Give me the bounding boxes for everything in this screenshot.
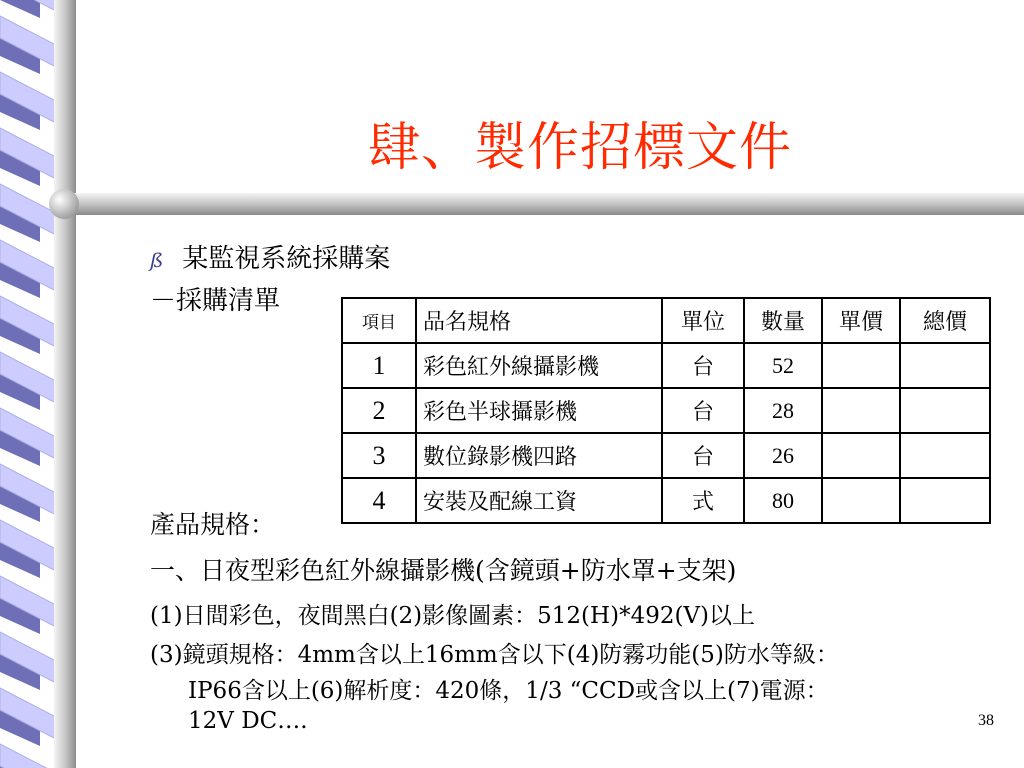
spec-line-4: IP66含以上(6)解析度：420條，1/3 “CCD或含以上(7)電源： (188, 678, 829, 704)
cell-quantity: 28 (744, 388, 822, 433)
table-row (342, 388, 990, 433)
bullet-text: 某監視系統採購案 (182, 244, 391, 274)
header-total-price: 總價 (900, 298, 990, 343)
spec-line-2: (1)日間彩色，夜間黑白(2)影像圖素：512(H)*492(V)以上 (150, 603, 756, 629)
cell-quantity: 52 (744, 343, 822, 388)
bullet-item (150, 238, 390, 275)
cell-unit-price (822, 388, 900, 433)
cell-quantity: 80 (744, 478, 822, 523)
cell-item: 1 (342, 343, 416, 388)
cell-unit: 台 (662, 343, 744, 388)
spec-line-1: 一、日夜型彩色紅外線攝影機(含鏡頭+防水罩+支架) (150, 556, 737, 585)
cell-name: 安裝及配線工資 (416, 478, 662, 523)
cell-total-price (900, 343, 990, 388)
procurement-table (341, 297, 991, 524)
cell-item: 3 (342, 433, 416, 478)
header-unit: 單位 (662, 298, 744, 343)
cell-total-price (900, 433, 990, 478)
bullet-icon: ß (150, 248, 164, 272)
header-quantity: 數量 (744, 298, 822, 343)
table-header-row (342, 298, 990, 343)
header-unit-price: 單價 (822, 298, 900, 343)
spec-line-3: (3)鏡頭規格：4mm含以上16mm含以下(4)防霧功能(5)防水等級： (150, 642, 839, 668)
spec-line-5: 12V DC…. (188, 708, 308, 734)
page-number: 38 (978, 712, 994, 729)
cell-unit: 式 (662, 478, 744, 523)
cell-name: 數位錄影機四路 (416, 433, 662, 478)
slide-title: 肆、製作招標文件 (367, 118, 792, 178)
cell-item: 2 (342, 388, 416, 433)
header-name: 品名規格 (416, 298, 662, 343)
cell-total-price (900, 478, 990, 523)
table-row (342, 478, 990, 523)
cell-unit-price (822, 478, 900, 523)
ribbon-fold-shadow (0, 0, 40, 18)
cell-name: 彩色紅外線攝影機 (416, 343, 662, 388)
table-row (342, 433, 990, 478)
cell-unit-price (822, 433, 900, 478)
header-item: 項目 (342, 298, 416, 343)
horizontal-rod (60, 193, 1024, 215)
cell-name: 彩色半球攝影機 (416, 388, 662, 433)
spec-heading: 產品規格： (150, 510, 276, 539)
cell-unit: 台 (662, 433, 744, 478)
cell-total-price (900, 388, 990, 433)
cell-quantity: 26 (744, 433, 822, 478)
table-row (342, 343, 990, 388)
sub-heading: －採購清單 (150, 286, 281, 316)
cell-unit-price (822, 343, 900, 388)
ribbon-fold (0, 744, 58, 768)
cell-unit: 台 (662, 388, 744, 433)
vertical-rod (54, 0, 76, 768)
cell-item: 4 (342, 478, 416, 523)
rod-joint-ball (49, 189, 79, 219)
